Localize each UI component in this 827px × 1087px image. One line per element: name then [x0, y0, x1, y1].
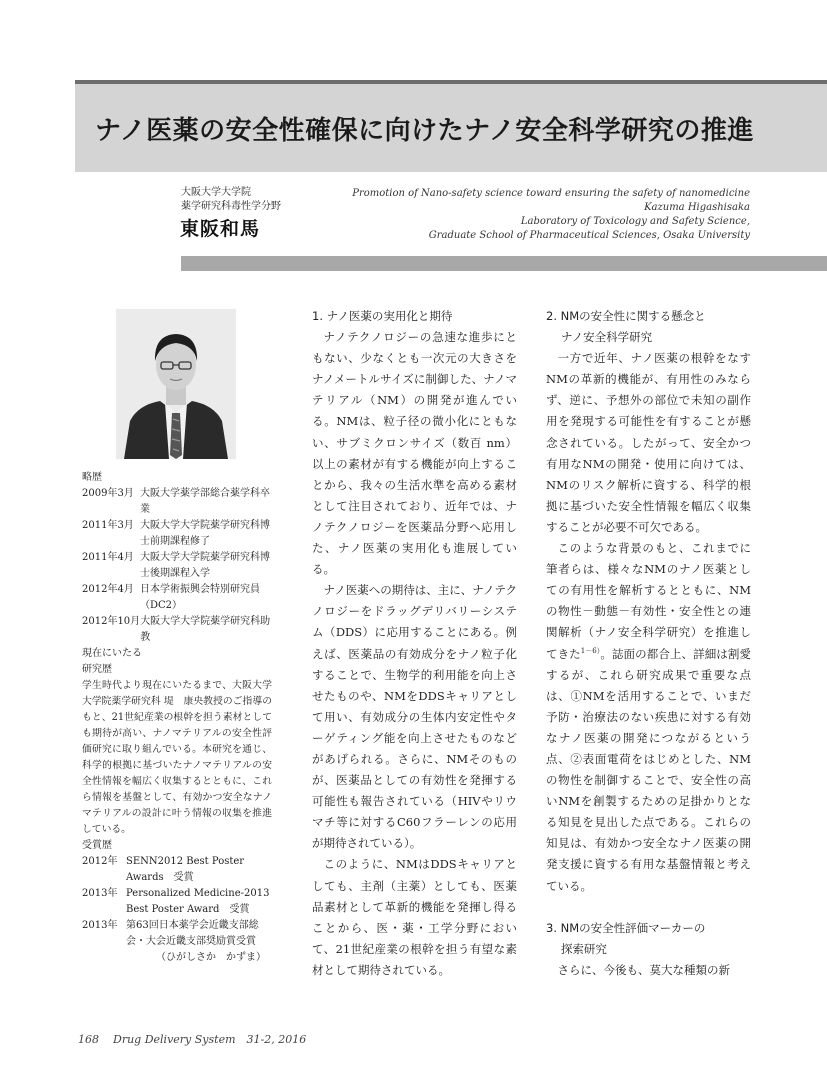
section-2-heading-line2: ナノ安全科学研究: [560, 330, 653, 345]
author-name-en: Kazuma Higashisaka: [644, 202, 750, 213]
career-entry-date: 2011年4月: [82, 552, 134, 563]
career-entry-date: 2011年3月: [82, 520, 134, 531]
biography: [82, 470, 272, 966]
career-entry: [82, 582, 272, 614]
career-entry: [82, 518, 272, 550]
awards-heading: 受賞歴: [82, 840, 112, 851]
section-3-paragraph-1: さらに、今後も、莫大な種類の新: [557, 962, 730, 977]
award-entry-text: 第63回日本薬学会近畿支部総会・大会近畿支部奨励賞受賞: [126, 920, 259, 947]
author-reading: （ひがしさか かずま）: [156, 952, 266, 963]
section-2-heading-line1: 2. NMの安全性に関する懸念と: [546, 309, 706, 323]
section-1-paragraph-1: ナノテクノロジーの急速な進歩にともない、少なくとも一次元の大きさをナノメートルサイズに制御した、ナノマテリアル（NM）の開発が進んでいる。NMは、粒子径の微小化にともない、サブミクロンサイズ（数百 nm）以上の素材が有する機能が向上することから、我々の生活水準を高める素材として注目されており、近年では、ナノテクノロジーを医薬品分野へ応用した、ナノ医薬の実用化も進展している。: [312, 330, 517, 577]
citation-ref: 1－6）: [580, 646, 601, 655]
career-entry-text: 大阪大学大学院薬学研究科博士後期課程入学: [140, 552, 270, 579]
affiliation-en-line1: Laboratory of Toxicology and Safety Science,: [520, 216, 750, 227]
section-3-heading: [546, 918, 751, 960]
affiliation-jp-line2: 薬学研究科毒性学分野: [181, 201, 281, 212]
career-entry-date: 2012年4月: [82, 584, 134, 595]
section-2-heading: [546, 306, 751, 348]
body-column-middle: [312, 306, 517, 981]
career-entry-text: 日本学術振興会特別研究員（DC2）: [140, 584, 260, 611]
portrait-image: [116, 309, 236, 459]
award-entry-text: Personalized Medicine-2013 Best Poster Award 受賞: [126, 888, 270, 915]
affiliation-jp-line1: 大阪大学大学院: [181, 187, 251, 198]
author-photo: [116, 309, 236, 459]
award-entry-date: 2013年: [82, 920, 118, 931]
career-heading: 略歴: [82, 472, 102, 483]
career-entry: [82, 550, 272, 582]
award-entry-text: SENN2012 Best Poster Awards 受賞: [126, 856, 245, 883]
section-spacer: [546, 897, 751, 918]
award-entry: [82, 886, 272, 918]
title-en: Promotion of Nano-safety science toward ensuring the safety of nanomedicine: [352, 188, 750, 199]
affiliation-en: [352, 187, 750, 243]
section-2-paragraph-2-tail: 。誌面の都合上、詳細は割愛するが、これら研究成果で重要な点は、①NMを活用することで、いまだ予防・治療法のない疾患に対する有効なナノ医薬の開発につながるという点、②表面電荷をはじめとした、NMの物性を制御することで、安全性の高いNMを創製するための足掛かりとなる知見を見出した点である。これらの知見は、有効かつ安全なナノ医薬の開発支援に資する有用な基盤情報と考えている。: [546, 646, 751, 893]
award-entry: [82, 918, 272, 950]
article-title: ナノ医薬の安全性確保に向けたナノ安全科学研究の推進: [95, 116, 754, 146]
section-2-paragraph-1: 一方で近年、ナノ医薬の根幹をなすNMの革新的機能が、有用性のみならず、逆に、予想外の部位で未知の副作用を発現する可能性を有することが懸念されている。したがって、安全かつ有用なNMの開発・使用に向けては、NMのリスク解析に資する、科学的根拠に基づいた安全性情報を幅広く収集することが必要不可欠である。: [546, 351, 751, 534]
page-number: 168: [78, 1033, 99, 1046]
affiliation-jp: [181, 186, 281, 214]
career-entry-date: 2012年10月: [82, 616, 141, 627]
award-entry-date: 2013年: [82, 888, 118, 899]
affiliation-en-line2: Graduate School of Pharmaceutical Sciences, Osaka University: [428, 230, 750, 241]
header-divider-bar: [181, 256, 827, 271]
career-entry-text: 大阪大学薬学部総合薬学科卒業: [140, 488, 270, 515]
awards-list: [82, 854, 272, 950]
journal-citation: Drug Delivery System 31-2, 2016: [113, 1033, 307, 1046]
career-list: [82, 486, 272, 646]
section-3-heading-line2: 探索研究: [560, 941, 607, 956]
section-2-paragraph-2: [546, 538, 751, 897]
section-1-paragraph-2: ナノ医薬への期待は、主に、ナノテクノロジーをドラッグデリバリーシステム（DDS）に応用することにある。例えば、医薬品の有効成分をナノ粒子化することで、生物学的利用能を向上させたものや、NMをDDSキャリアとして用い、有効成分の生体内安定性やターゲティング能を向上させたものなどがあげられる。さらに、NMそのものが、医薬品としての有効性を発揮する可能性も報告されている（HIVやリウマチ等に対するC60フラーレンの応用が期待されている）。: [312, 583, 517, 851]
career-entry-text: 大阪大学大学院薬学研究科助教: [140, 616, 271, 643]
title-band: [75, 80, 827, 172]
section-2-paragraph-2-text: このような背景のもと、これまでに筆者らは、様々なNMのナノ医薬としての有用性を解析するとともに、NMの物性－動態－有効性・安全性との連関解析（ナノ安全科学研究）を推進してきた: [546, 541, 751, 661]
career-entry-text: 大阪大学大学院薬学研究科博士前期課程修了: [140, 520, 270, 547]
career-entry: [82, 486, 272, 518]
section-1-heading: 1. ナノ医薬の実用化と期待: [312, 309, 453, 323]
body-column-right: [546, 306, 751, 981]
section-1-paragraph-3: このように、NMはDDSキャリアとしても、主剤（主薬）としても、医薬品素材として革新的機能を発揮し得ることから、医・薬・工学分野において、21世紀産業の根幹を担う有望な素材として期待されている。: [312, 857, 517, 977]
career-entry-date: 2009年3月: [82, 488, 134, 499]
research-history-text: 学生時代より現在にいたるまで、大阪大学大学院薬学研究科 堤 康央教授のご指導のもと、21世紀産業の根幹を担う素材としても期待が高い、ナノマテリアルの安全性評価研究に取り組んでいる。本研究を通じ、科学的根拠に基づいたナノマテリアルの安全性情報を幅広く収集するとともに、これら情報を基盤として、有効かつ安全なナノマテリアルの設計に叶う情報の収集を推進している。: [82, 680, 272, 835]
award-entry: [82, 854, 272, 886]
career-entry: [82, 614, 272, 646]
page-footer: [78, 1031, 306, 1047]
author-name-jp: 東阪和馬: [180, 218, 261, 240]
current-status: 現在にいたる: [82, 648, 142, 659]
research-heading: 研究歴: [82, 664, 112, 675]
section-3-heading-line1: 3. NMの安全性評価マーカーの: [546, 920, 706, 935]
award-entry-date: 2012年: [82, 856, 118, 867]
